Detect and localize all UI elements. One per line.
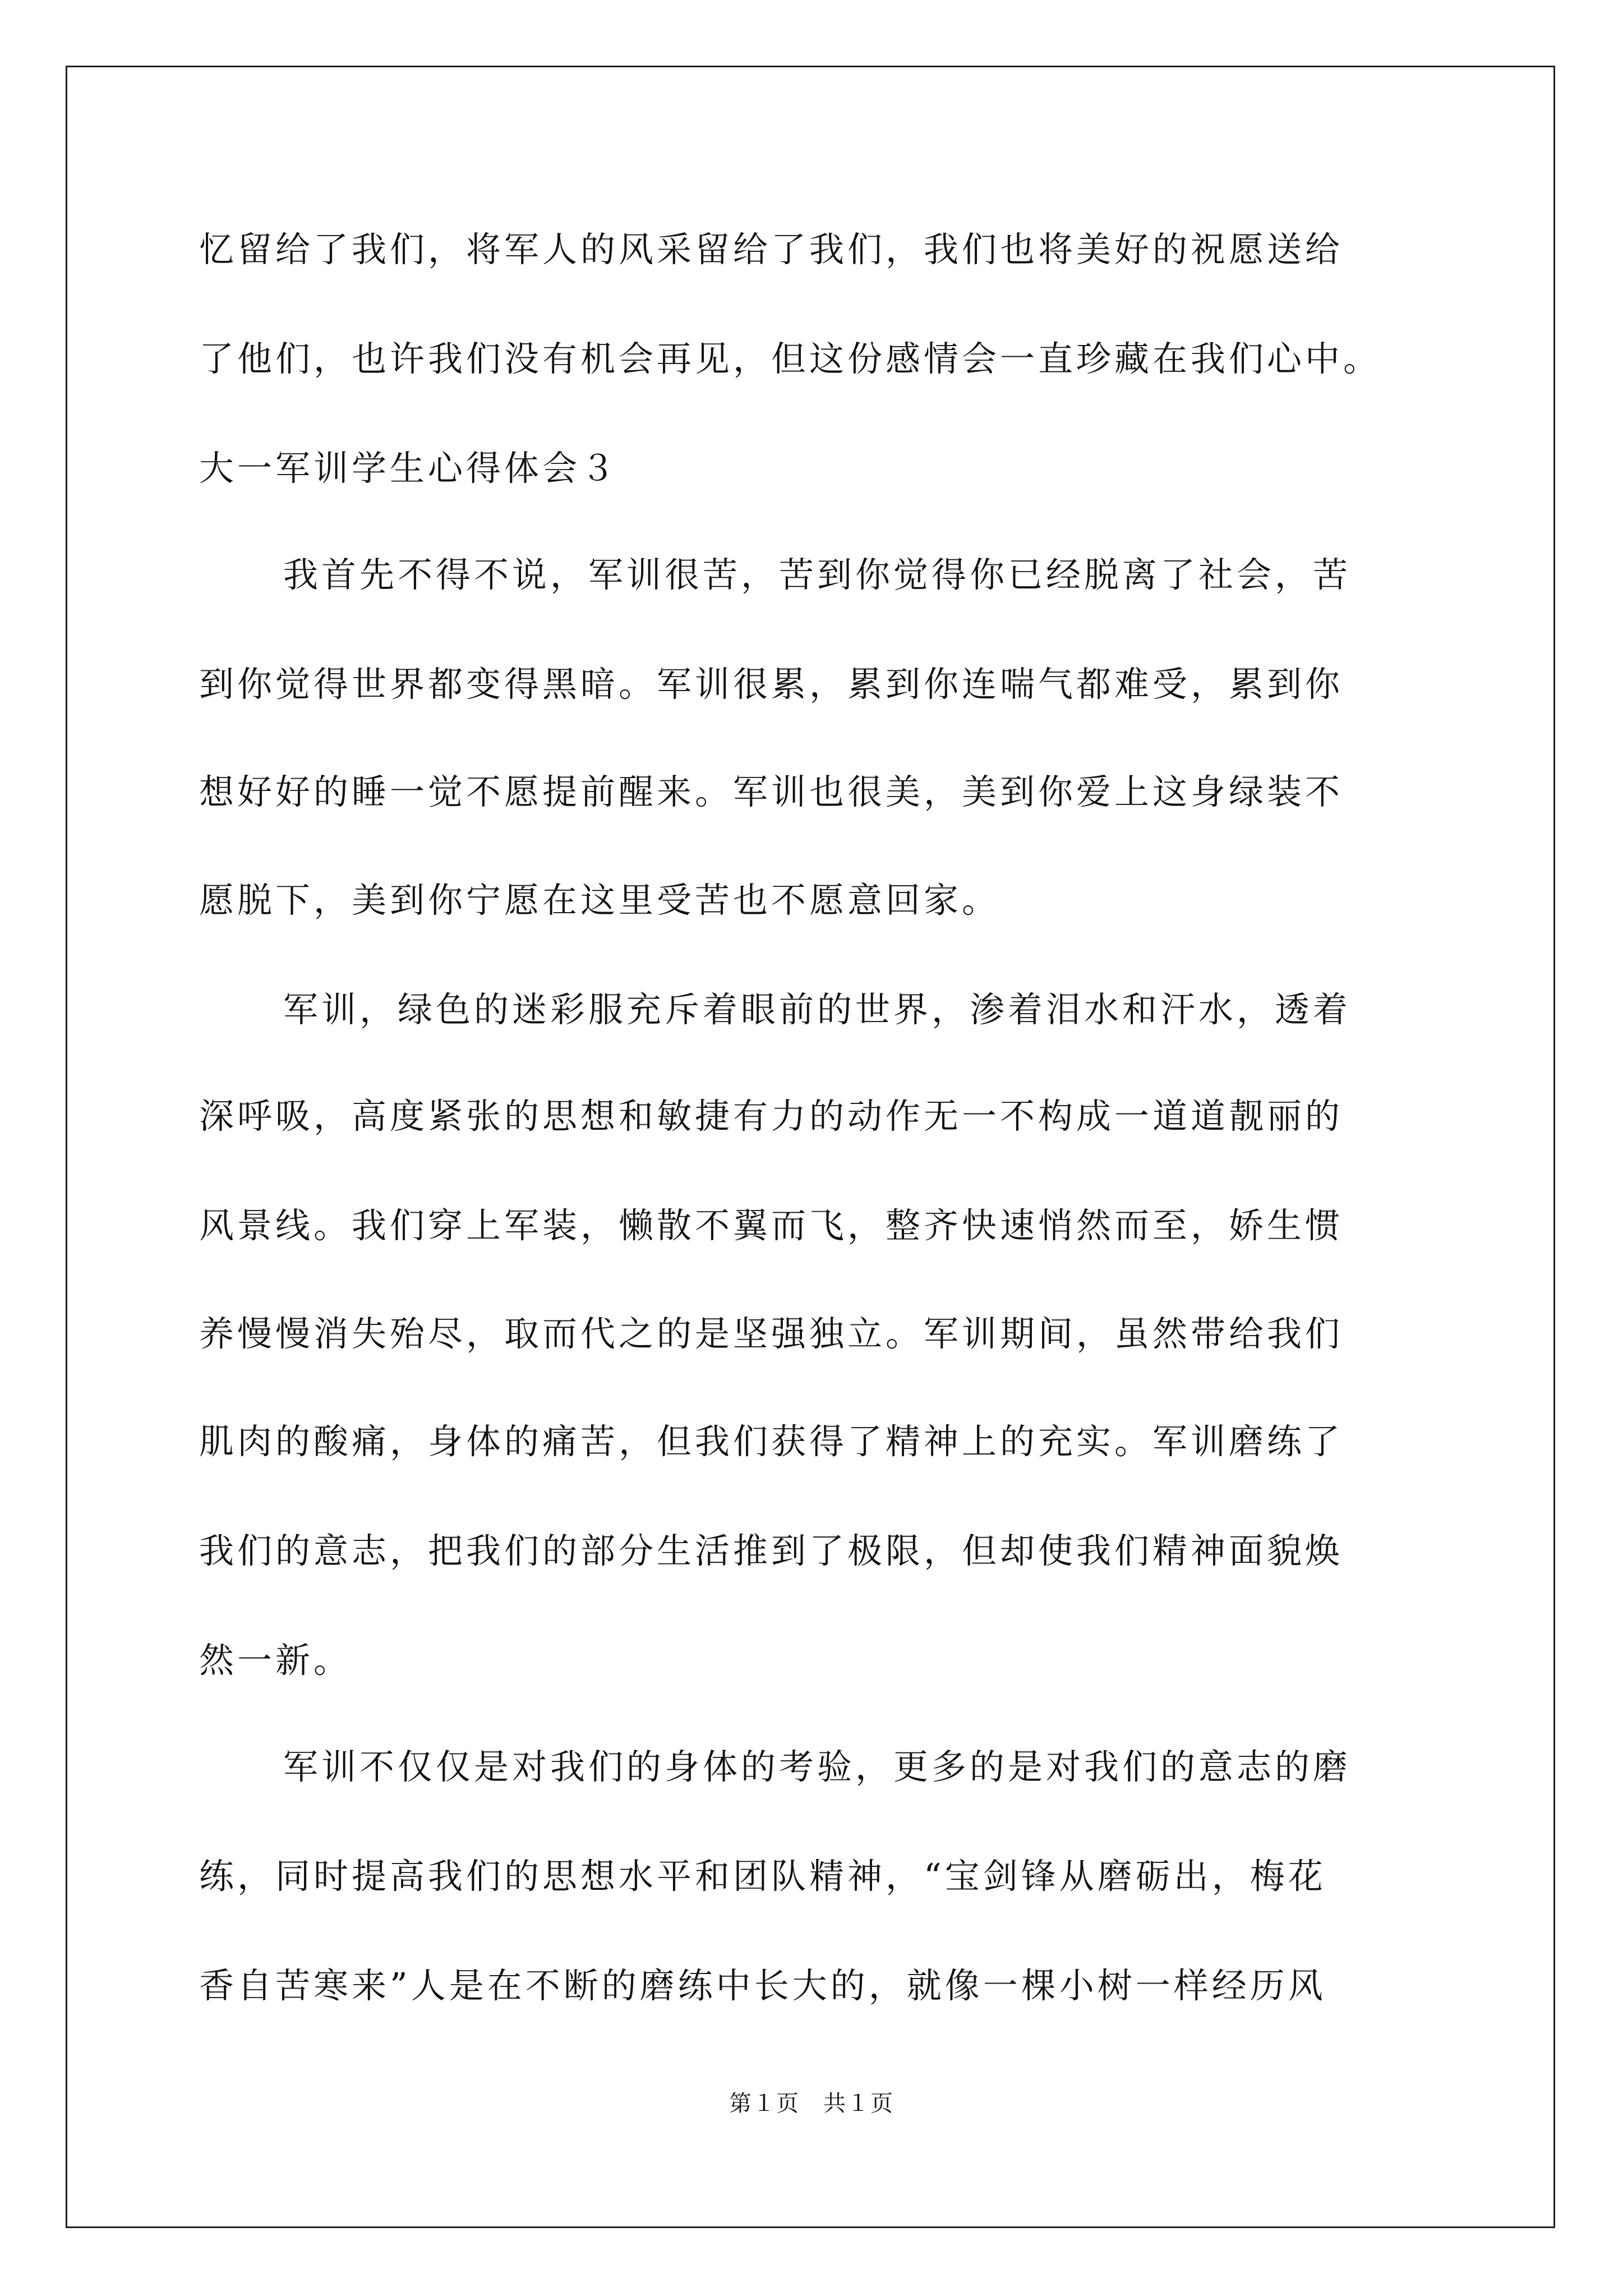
text-line: 忆留给了我们，将军人的风采留给了我们，我们也将美好的祝愿送给 — [199, 229, 1344, 270]
text-line: 香自苦寒来”人是在不断的磨练中长大的，就像一棵小树一样经历风 — [199, 1965, 1326, 2006]
text-line: 军训，绿色的迷彩服充斥着眼前的世界，渗着泪水和汗水，透着 — [283, 989, 1352, 1030]
text-line: 养慢慢消失殆尽，取而代之的是坚强独立。军训期间，虽然带给我们 — [199, 1313, 1344, 1354]
page-footer: 第１页 共１页 — [729, 2091, 894, 2116]
text-line: 想好好的睡一觉不愿提前醒来。军训也很美，美到你爱上这身绿装不 — [199, 771, 1344, 812]
text-line: 风景线。我们穿上军装，懒散不翼而飞，整齐快速悄然而至，娇生惯 — [199, 1205, 1344, 1246]
section-title: 大一军训学生心得体会３ — [199, 448, 619, 489]
text-line: 练，同时提高我们的思想水平和团队精神，“宝剑锋从磨砺出，梅花 — [199, 1856, 1326, 1897]
text-line: 我首先不得不说，军训很苦，苦到你觉得你已经脱离了社会，苦 — [283, 554, 1352, 595]
text-line: 了他们，也许我们没有机会再见，但这份感情会一直珍藏在我们心中。 — [199, 338, 1382, 379]
text-line: 肌肉的酸痛，身体的痛苦，但我们获得了精神上的充实。军训磨练了 — [199, 1421, 1344, 1462]
page-border — [66, 66, 1555, 2228]
text-line: 我们的意志，把我们的部分生活推到了极限，但却使我们精神面貌焕 — [199, 1530, 1344, 1571]
text-line: 军训不仅仅是对我们的身体的考验，更多的是对我们的意志的磨 — [283, 1746, 1352, 1787]
text-line: 然一新。 — [199, 1640, 352, 1681]
text-line: 愿脱下，美到你宁愿在这里受苦也不愿意回家。 — [199, 880, 1000, 921]
text-line: 深呼吸，高度紧张的思想和敏捷有力的动作无一不构成一道道靓丽的 — [199, 1096, 1344, 1137]
text-line: 到你觉得世界都变得黑暗。军训很累，累到你连喘气都难受，累到你 — [199, 664, 1344, 705]
